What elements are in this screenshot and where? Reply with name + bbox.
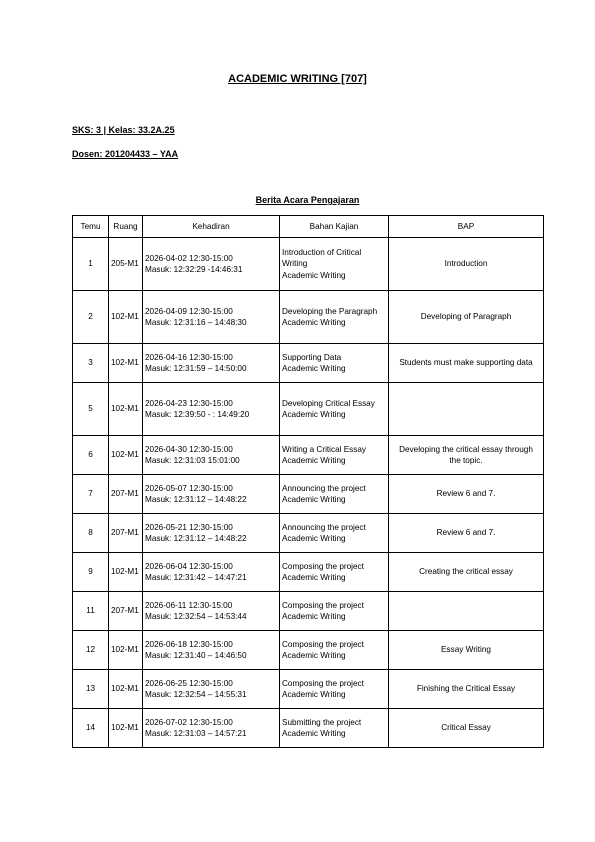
cell-kehadiran	[143, 514, 280, 553]
header-ruang: Ruang	[109, 216, 143, 238]
course-text: Academic Writing	[282, 729, 346, 738]
cell-ruang: 102-M1	[109, 631, 143, 670]
schedule-text: 2026-06-25 12:30-15:00	[145, 678, 233, 688]
topic-text: Announcing the project	[282, 522, 366, 532]
table-row	[73, 670, 544, 709]
cell-ruang: 207-M1	[109, 514, 143, 553]
attendance-text: Masuk: 12:31:03 – 14:57:21	[145, 729, 247, 738]
cell-temu: 13	[73, 670, 109, 709]
cell-ruang: 102-M1	[109, 553, 143, 592]
topic-text: Developing the Paragraph	[282, 306, 378, 316]
table-row	[73, 709, 544, 748]
attendance-text: Masuk: 12:31:40 – 14:46:50	[145, 651, 247, 660]
cell-bahan-kajian	[280, 291, 389, 344]
table-row	[73, 383, 544, 436]
cell-ruang: 102-M1	[109, 670, 143, 709]
schedule-text: 2026-06-18 12:30-15:00	[145, 639, 233, 649]
cell-temu: 3	[73, 344, 109, 383]
topic-text: Introduction of Critical Writing	[282, 248, 362, 269]
course-text: Academic Writing	[282, 495, 346, 504]
cell-kehadiran	[143, 631, 280, 670]
course-text: Academic Writing	[282, 690, 346, 699]
cell-bap: Finishing the Critical Essay	[389, 670, 544, 709]
cell-bahan-kajian	[280, 631, 389, 670]
header-bahan-kajian: Bahan Kajian	[280, 216, 389, 238]
topic-text: Developing Critical Essay	[282, 398, 375, 408]
cell-temu: 12	[73, 631, 109, 670]
cell-bap: Review 6 and 7.	[389, 514, 544, 553]
cell-bahan-kajian	[280, 344, 389, 383]
cell-kehadiran	[143, 436, 280, 475]
table-header-row	[73, 216, 544, 238]
cell-bahan-kajian	[280, 553, 389, 592]
cell-temu: 7	[73, 475, 109, 514]
attendance-text: Masuk: 12:39:50 - : 14:49:20	[145, 410, 250, 419]
cell-bahan-kajian	[280, 670, 389, 709]
cell-temu: 8	[73, 514, 109, 553]
cell-bap	[389, 383, 544, 436]
schedule-text: 2026-04-23 12:30-15:00	[145, 398, 233, 408]
attendance-text: Masuk: 12:31:03 15:01:00	[145, 456, 240, 465]
topic-text: Composing the project	[282, 639, 364, 649]
cell-kehadiran	[143, 291, 280, 344]
table-row	[73, 291, 544, 344]
course-text: Academic Writing	[282, 534, 346, 543]
topic-text: Announcing the project	[282, 483, 366, 493]
cell-kehadiran	[143, 553, 280, 592]
table-title: Berita Acara Pengajaran	[255, 195, 360, 205]
course-text: Academic Writing	[282, 651, 346, 660]
schedule-text: 2026-04-02 12:30-15:00	[145, 253, 233, 263]
header-temu: Temu	[73, 216, 109, 238]
cell-kehadiran	[143, 344, 280, 383]
cell-ruang: 102-M1	[109, 436, 143, 475]
cell-temu: 11	[73, 592, 109, 631]
cell-temu: 5	[73, 383, 109, 436]
cell-bap: Essay Writing	[389, 631, 544, 670]
cell-bahan-kajian	[280, 436, 389, 475]
schedule-text: 2026-04-30 12:30-15:00	[145, 444, 233, 454]
course-text: Academic Writing	[282, 612, 346, 621]
cell-kehadiran	[143, 238, 280, 291]
cell-kehadiran	[143, 383, 280, 436]
course-text: Academic Writing	[282, 364, 346, 373]
cell-kehadiran	[143, 475, 280, 514]
cell-bap: Review 6 and 7.	[389, 475, 544, 514]
header-kehadiran: Kehadiran	[143, 216, 280, 238]
course-text: Academic Writing	[282, 318, 346, 327]
cell-bap: Students must make supporting data	[389, 344, 544, 383]
schedule-text: 2026-05-07 12:30-15:00	[145, 483, 233, 493]
cell-bap: Developing the critical essay through the topic.	[389, 436, 544, 475]
topic-text: Supporting Data	[282, 352, 342, 362]
attendance-text: Masuk: 12:31:59 – 14:50:00	[145, 364, 247, 373]
header-bap: BAP	[389, 216, 544, 238]
lecturer-info: Dosen: 201204433 – YAA	[72, 149, 179, 159]
table-row	[73, 631, 544, 670]
cell-bap: Critical Essay	[389, 709, 544, 748]
schedule-text: 2026-04-16 12:30-15:00	[145, 352, 233, 362]
cell-temu: 6	[73, 436, 109, 475]
table-row	[73, 475, 544, 514]
teaching-record-table	[72, 215, 544, 748]
table-row	[73, 514, 544, 553]
cell-bahan-kajian	[280, 475, 389, 514]
cell-bap	[389, 592, 544, 631]
schedule-text: 2026-05-21 12:30-15:00	[145, 522, 233, 532]
schedule-text: 2026-06-04 12:30-15:00	[145, 561, 233, 571]
cell-temu: 14	[73, 709, 109, 748]
attendance-text: Masuk: 12:31:12 – 14:48:22	[145, 534, 247, 543]
schedule-text: 2026-06-11 12:30-15:00	[145, 600, 233, 610]
course-text: Academic Writing	[282, 270, 346, 280]
cell-bap: Introduction	[389, 238, 544, 291]
cell-kehadiran	[143, 709, 280, 748]
table-row	[73, 553, 544, 592]
cell-temu: 1	[73, 238, 109, 291]
topic-text: Composing the project	[282, 678, 364, 688]
cell-ruang: 102-M1	[109, 709, 143, 748]
cell-bahan-kajian	[280, 238, 389, 291]
course-text: Academic Writing	[282, 456, 346, 465]
attendance-text: Masuk: 12:32:54 – 14:53:44	[145, 612, 247, 621]
cell-ruang: 207-M1	[109, 475, 143, 514]
cell-kehadiran	[143, 592, 280, 631]
attendance-text: Masuk: 12:31:42 – 14:47:21	[145, 573, 247, 582]
cell-bahan-kajian	[280, 709, 389, 748]
cell-ruang: 102-M1	[109, 344, 143, 383]
cell-bahan-kajian	[280, 383, 389, 436]
table-row	[73, 592, 544, 631]
cell-temu: 2	[73, 291, 109, 344]
course-text: Academic Writing	[282, 410, 346, 419]
cell-ruang: 102-M1	[109, 291, 143, 344]
attendance-text: Masuk: 12:32:54 – 14:55:31	[145, 690, 247, 699]
sks-class-info: SKS: 3 | Kelas: 33.2A.25	[72, 125, 175, 135]
topic-text: Composing the project	[282, 600, 364, 610]
cell-temu: 9	[73, 553, 109, 592]
table-row	[73, 344, 544, 383]
course-text: Academic Writing	[282, 573, 346, 582]
topic-text: Submitting the project	[282, 717, 362, 727]
attendance-text: Masuk: 12:32:29 -14:46:31	[145, 265, 243, 274]
topic-text: Writing a Critical Essay	[282, 444, 367, 454]
cell-bap: Creating the critical essay	[389, 553, 544, 592]
cell-ruang: 102-M1	[109, 383, 143, 436]
table-row	[73, 436, 544, 475]
cell-ruang: 207-M1	[109, 592, 143, 631]
cell-kehadiran	[143, 670, 280, 709]
schedule-text: 2026-04-09 12:30-15:00	[145, 306, 233, 316]
cell-bahan-kajian	[280, 592, 389, 631]
cell-bahan-kajian	[280, 514, 389, 553]
document-title: ACADEMIC WRITING [707]	[228, 73, 367, 85]
table-row	[73, 238, 544, 291]
attendance-text: Masuk: 12:31:16 – 14:48:30	[145, 318, 247, 327]
cell-ruang: 205-M1	[109, 238, 143, 291]
topic-text: Composing the project	[282, 561, 364, 571]
schedule-text: 2026-07-02 12:30-15:00	[145, 717, 233, 727]
cell-bap: Developing of Paragraph	[389, 291, 544, 344]
attendance-text: Masuk: 12:31:12 – 14:48:22	[145, 495, 247, 504]
